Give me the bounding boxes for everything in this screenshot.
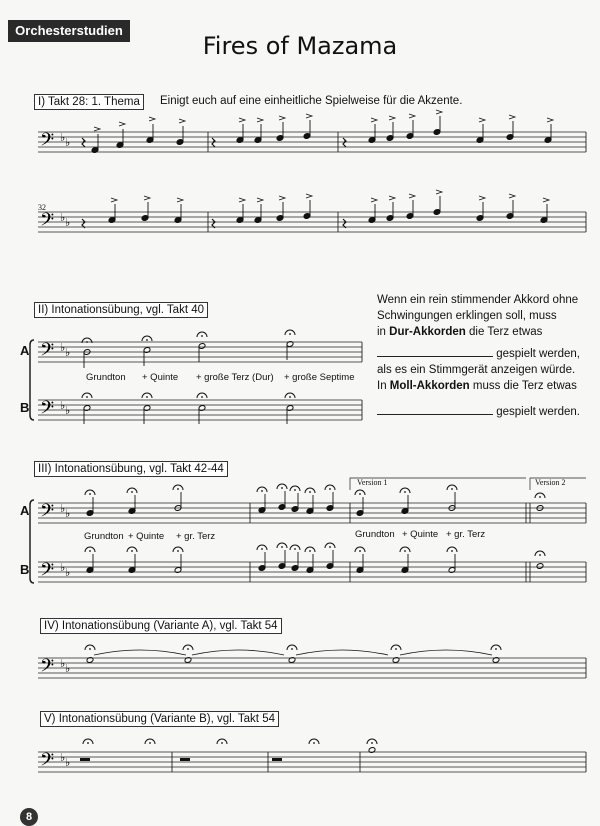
note-head xyxy=(536,563,544,570)
flat-sign: ♭ xyxy=(65,404,71,417)
flat-sign: ♭ xyxy=(65,566,71,579)
tie xyxy=(94,650,186,655)
accent-mark xyxy=(547,118,553,122)
fermata-dot xyxy=(261,490,263,492)
flat-sign: ♭ xyxy=(60,399,66,412)
rest: ‧ xyxy=(82,216,86,230)
bass-clef: 𝄢 xyxy=(40,750,55,775)
system-bracket xyxy=(30,340,34,420)
accent-mark xyxy=(239,118,245,122)
bass-clef: 𝄢 xyxy=(40,656,55,681)
accent-mark xyxy=(179,119,185,123)
fermata-dot xyxy=(329,546,331,548)
accent-mark xyxy=(257,118,263,122)
rest: ‧ xyxy=(343,216,347,230)
accent-mark xyxy=(409,194,415,198)
version-2-label: Version 2 xyxy=(535,478,566,487)
fermata-dot xyxy=(451,488,453,490)
accent-mark xyxy=(306,194,312,198)
fermata-dot xyxy=(313,742,315,744)
flat-sign: ♭ xyxy=(60,211,66,224)
rest: ‧ xyxy=(82,135,86,149)
tie xyxy=(192,650,284,655)
chord-label: Grundton xyxy=(86,372,126,383)
fermata-dot xyxy=(281,546,283,548)
accent-mark xyxy=(371,118,377,122)
accent-mark xyxy=(509,194,515,198)
accent-mark xyxy=(94,127,100,131)
fermata-dot xyxy=(86,396,88,398)
fermata-dot xyxy=(187,648,189,650)
version-1-label: Version 1 xyxy=(357,478,388,487)
fermata-dot xyxy=(201,335,203,337)
fermata-dot xyxy=(495,648,497,650)
part-a-label: A xyxy=(20,503,30,518)
flat-sign: ♭ xyxy=(60,657,66,670)
exercise-4-label: IV) Intonationsübung (Variante A), vgl. Takt 54 xyxy=(40,618,282,634)
system-bracket xyxy=(30,500,34,583)
flat-sign: ♭ xyxy=(65,346,71,359)
intonation-paragraph: Wenn ein rein stimmender Akkord ohne Schwingungen erklingen soll, muss in Dur-Akkorden die Terz etwas gespielt werden, als es ein Stimmgerät anzeigen würde. In Moll-Akkorden muss die Terz etwas gespielt werden. xyxy=(377,294,580,418)
rest: ‧ xyxy=(212,216,216,230)
fermata-dot xyxy=(539,496,541,498)
exercise-1-label: I) Takt 28: 1. Thema xyxy=(34,94,144,110)
flat-sign: ♭ xyxy=(65,216,71,229)
flat-sign: ♭ xyxy=(60,341,66,354)
rest xyxy=(80,758,90,761)
accent-mark xyxy=(257,198,263,202)
fermata-dot xyxy=(329,488,331,490)
accent-mark xyxy=(149,117,155,121)
chord-label: + große Terz (Dur) xyxy=(196,372,274,383)
fermata-dot xyxy=(294,489,296,491)
fermata-dot xyxy=(89,493,91,495)
part-b-label: B xyxy=(20,562,30,577)
fermata-dot xyxy=(131,491,133,493)
rest: ‧ xyxy=(212,135,216,149)
fermata-dot xyxy=(404,550,406,552)
tie xyxy=(400,650,492,655)
fermata-dot xyxy=(149,742,151,744)
accent-mark xyxy=(509,115,515,119)
fermata-dot xyxy=(291,648,293,650)
fermata-dot xyxy=(177,488,179,490)
fermata-dot xyxy=(395,648,397,650)
chord-label: Grundton xyxy=(355,529,395,540)
part-b-label: B xyxy=(20,400,30,415)
fermata-dot xyxy=(289,333,291,335)
accent-mark xyxy=(479,196,485,200)
fermata-dot xyxy=(177,550,179,552)
accent-mark xyxy=(436,110,442,114)
flat-sign: ♭ xyxy=(65,136,71,149)
fermata-dot xyxy=(201,396,203,398)
fermata-dot xyxy=(261,548,263,550)
exercise-1-note: Einigt euch auf eine einheitliche Spielweise für die Akzente. xyxy=(160,95,463,107)
accent-mark xyxy=(111,198,117,202)
flat-sign: ♭ xyxy=(65,756,71,769)
accent-mark xyxy=(389,196,395,200)
accent-mark xyxy=(177,198,183,202)
flat-sign: ♭ xyxy=(60,751,66,764)
bass-clef: 𝄢 xyxy=(40,130,55,155)
page-number: 8 xyxy=(20,808,38,826)
accent-mark xyxy=(306,114,312,118)
rest: ‧ xyxy=(343,135,347,149)
page-title: Fires of Mazama xyxy=(202,32,398,60)
accent-mark xyxy=(436,190,442,194)
fermata-dot xyxy=(89,550,91,552)
bass-clef: 𝄢 xyxy=(40,501,55,526)
chord-label: Grundton xyxy=(84,531,124,542)
accent-mark xyxy=(479,118,485,122)
exercise-3-label: III) Intonationsübung, vgl. Takt 42-44 xyxy=(34,461,228,477)
fermata-dot xyxy=(89,648,91,650)
fermata-dot xyxy=(146,396,148,398)
exercise-2-label: II) Intonationsübung, vgl. Takt 40 xyxy=(34,302,208,318)
bass-clef: 𝄢 xyxy=(40,210,55,235)
accent-mark xyxy=(371,198,377,202)
flat-sign: ♭ xyxy=(60,561,66,574)
fermata-dot xyxy=(309,491,311,493)
fermata-dot xyxy=(451,550,453,552)
part-a-label: A xyxy=(20,343,30,358)
fermata-dot xyxy=(371,742,373,744)
measure-number: 32 xyxy=(38,203,46,212)
flat-sign: ♭ xyxy=(65,662,71,675)
chord-label: + Quinte xyxy=(402,529,439,540)
section-tab: Orchesterstudien xyxy=(8,20,130,42)
flat-sign: ♭ xyxy=(65,507,71,520)
flat-sign: ♭ xyxy=(60,502,66,515)
bass-clef: 𝄢 xyxy=(40,398,55,423)
accent-mark xyxy=(279,196,285,200)
fermata-dot xyxy=(221,742,223,744)
volta-bracket xyxy=(530,478,586,490)
chord-label: + Quinte xyxy=(128,531,165,542)
tie xyxy=(296,650,388,655)
fermata-dot xyxy=(131,550,133,552)
exercise-5-label: V) Intonationsübung (Variante B), vgl. Takt 54 xyxy=(40,711,279,727)
accent-mark xyxy=(279,116,285,120)
accent-mark xyxy=(543,198,549,202)
fermata-dot xyxy=(359,493,361,495)
accent-mark xyxy=(389,116,395,120)
fermata-dot xyxy=(359,550,361,552)
chord-label: + große Septime xyxy=(284,372,355,383)
fermata-dot xyxy=(289,396,291,398)
chord-label: + gr. Terz xyxy=(446,529,486,540)
fermata-dot xyxy=(309,550,311,552)
fermata-dot xyxy=(146,339,148,341)
fermata-dot xyxy=(294,548,296,550)
rest xyxy=(180,758,190,761)
rest xyxy=(272,758,282,761)
accent-mark xyxy=(239,198,245,202)
chord-label: + Quinte xyxy=(142,372,179,383)
flat-sign: ♭ xyxy=(60,131,66,144)
bass-clef: 𝄢 xyxy=(40,560,55,585)
accent-mark xyxy=(119,122,125,126)
volta-bracket xyxy=(350,478,526,490)
accent-mark xyxy=(144,196,150,200)
accent-mark xyxy=(409,114,415,118)
fermata-dot xyxy=(539,554,541,556)
fermata-dot xyxy=(281,487,283,489)
bass-clef: 𝄢 xyxy=(40,340,55,365)
fermata-dot xyxy=(87,742,89,744)
fermata-dot xyxy=(86,341,88,343)
fermata-dot xyxy=(404,491,406,493)
chord-label: + gr. Terz xyxy=(176,531,216,542)
